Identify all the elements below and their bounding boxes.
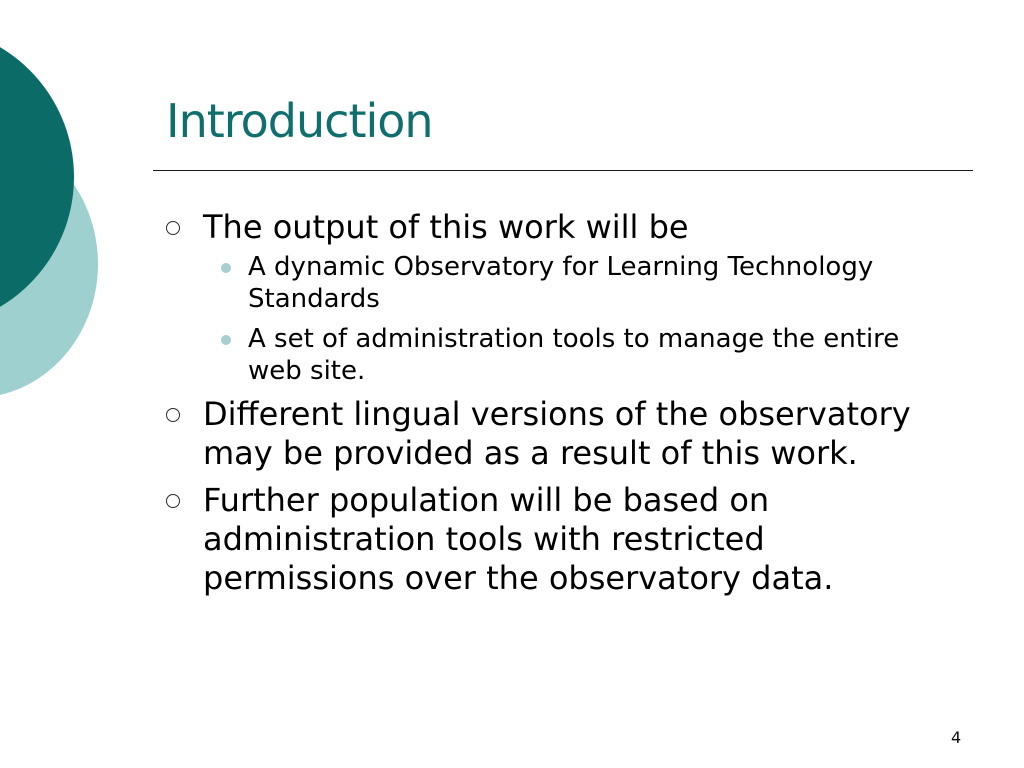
bullet-item [162,208,952,387]
bullet-item [162,395,952,473]
sub-bullet-list [203,251,952,387]
bullet-text: Further population will be based on administration tools with restricted permissions over the observatory data. [203,481,834,597]
slide-title: Introduction [166,94,433,148]
sub-bullet-item [203,251,952,315]
title-divider [153,170,973,171]
sub-bullet-text: A dynamic Observatory for Learning Technology Standards [248,252,874,314]
hollow-circle-bullet-icon [166,408,180,422]
bullet-list [162,208,952,606]
hollow-circle-bullet-icon [166,494,180,508]
page-number: 4 [951,728,962,747]
bullet-text: The output of this work will be [203,208,689,246]
bullet-text: Different lingual versions of the observatory may be provided as a result of this work. [203,395,911,472]
sub-bullet-item [203,323,952,387]
bullet-item [162,481,952,598]
sub-bullet-text: A set of administration tools to manage the entire web site. [248,324,900,386]
hollow-circle-bullet-icon [166,221,180,235]
dot-bullet-icon [221,263,231,273]
dot-bullet-icon [221,335,231,345]
